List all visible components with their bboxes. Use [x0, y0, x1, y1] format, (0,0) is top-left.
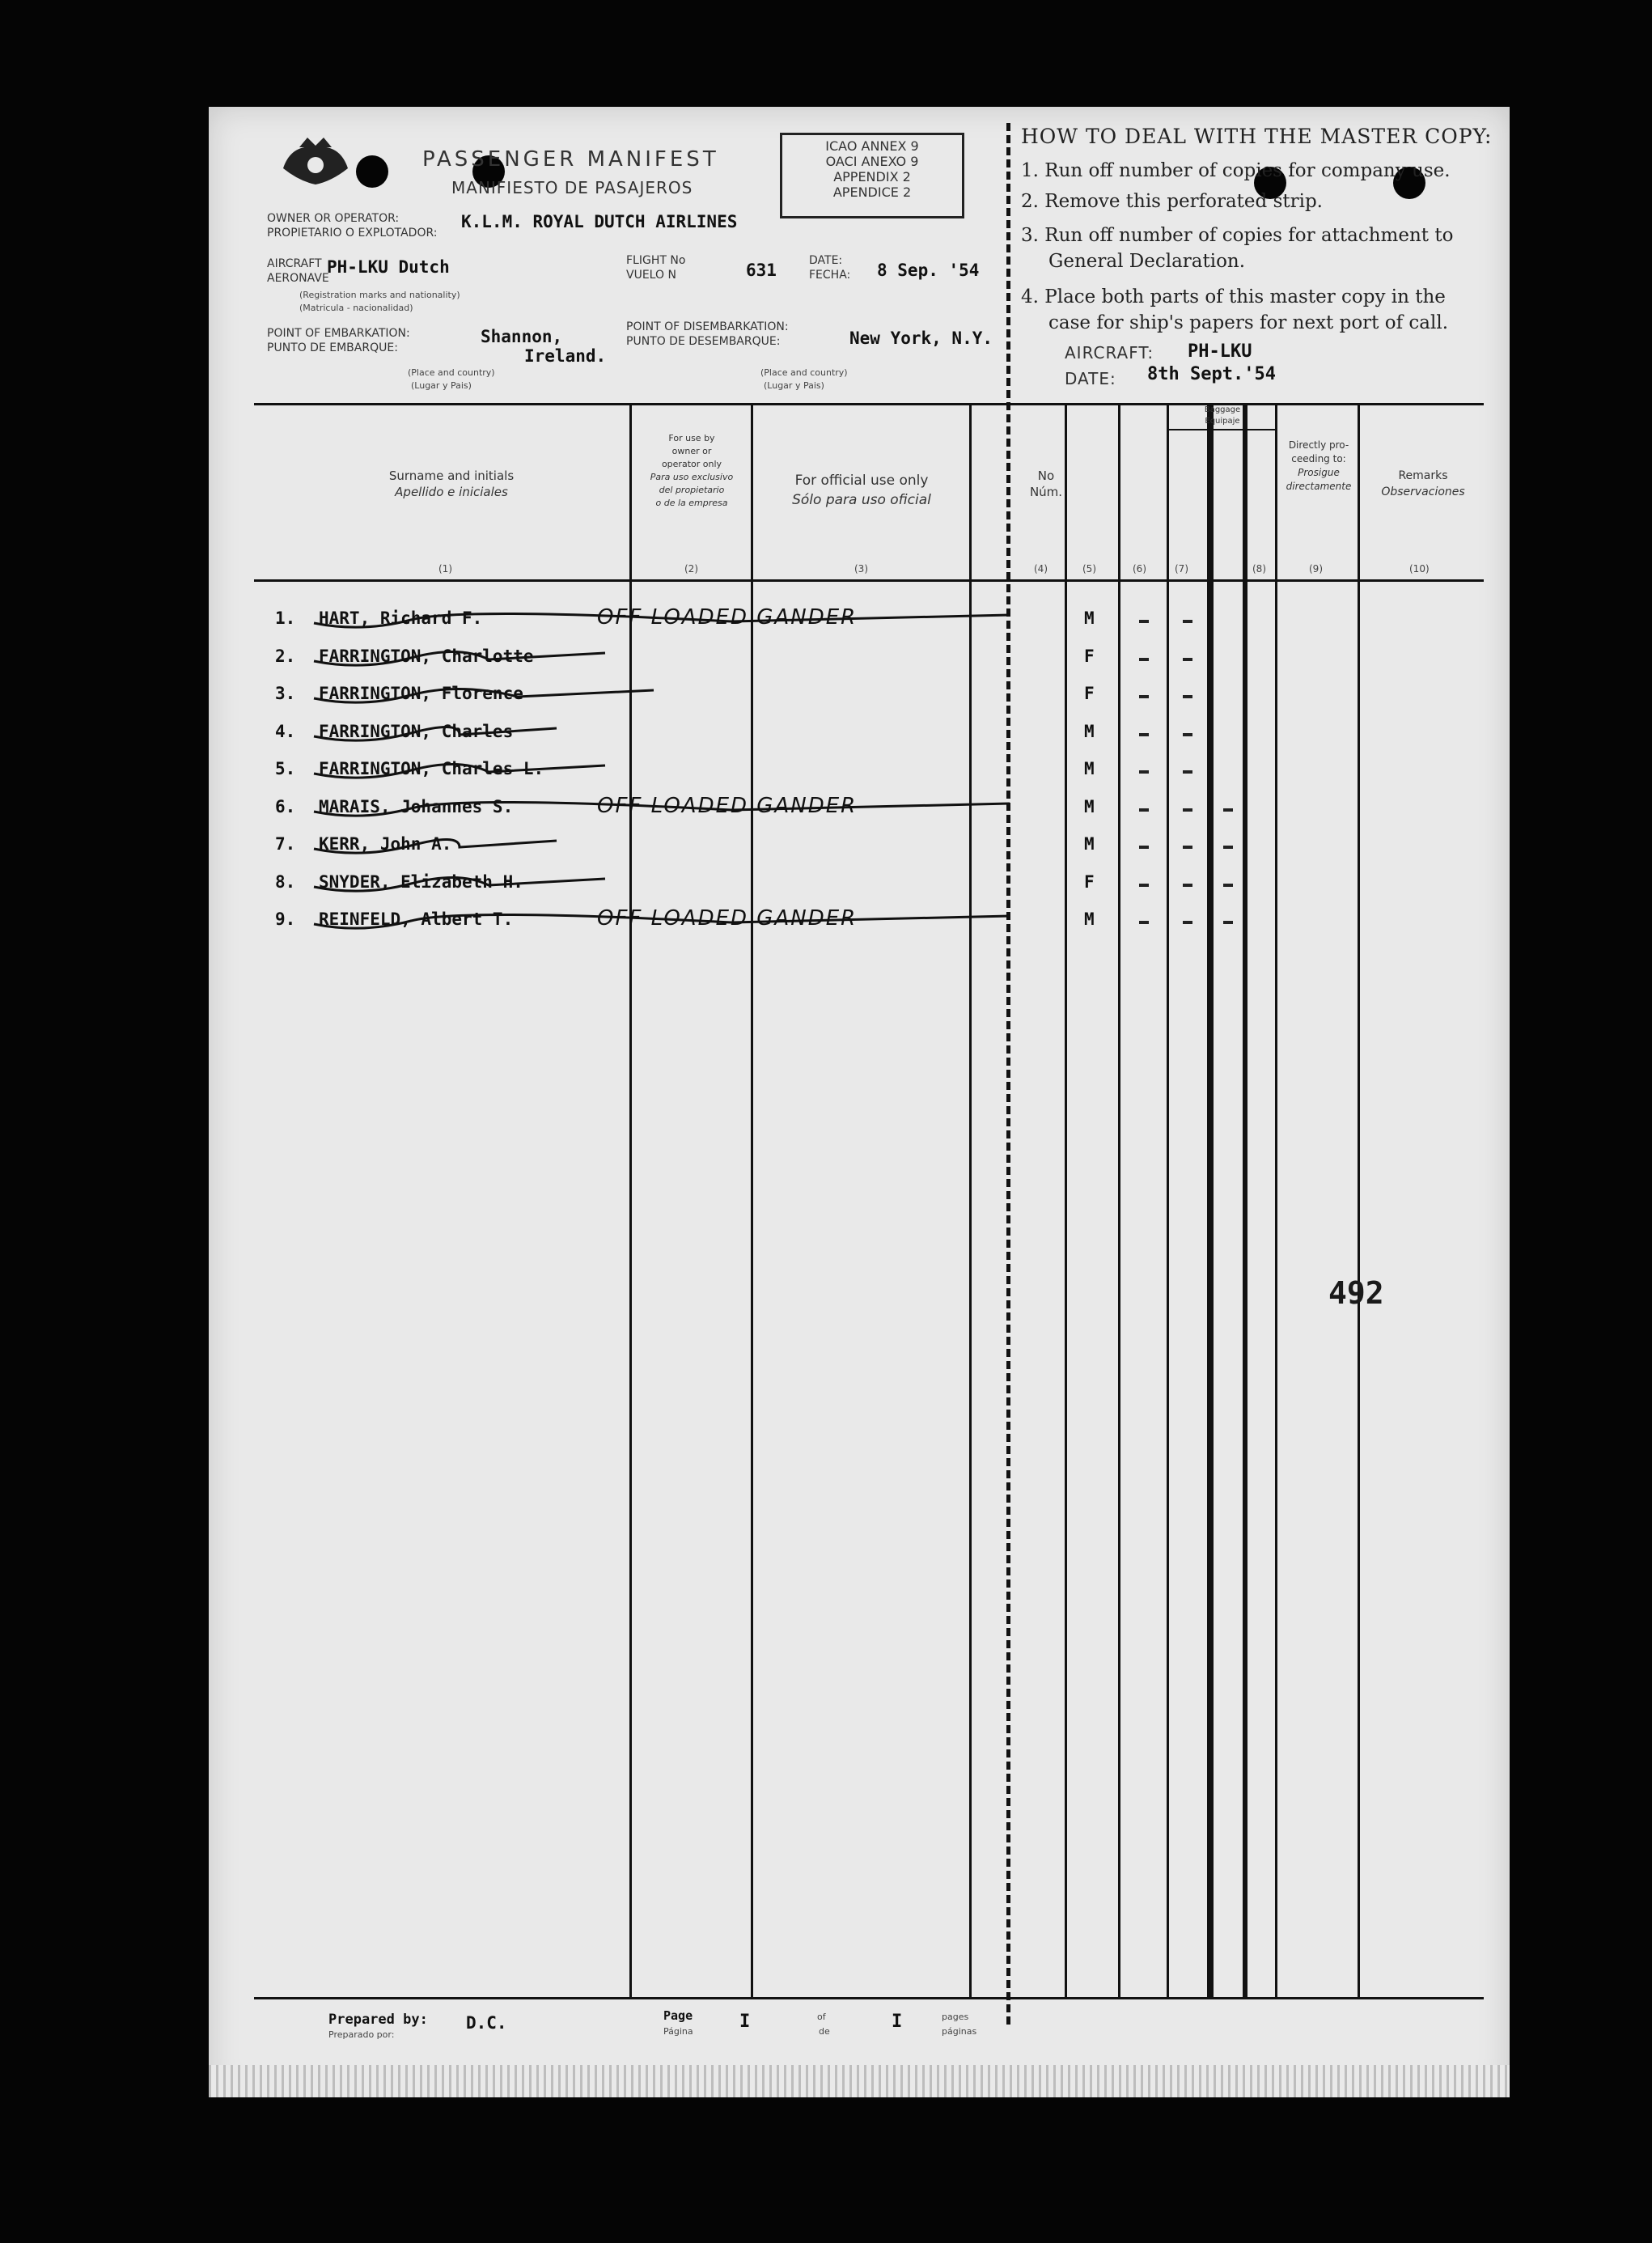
baggage-tick: [1183, 733, 1192, 736]
col-operator-line: del propietario: [659, 485, 725, 495]
flight-label-es: VUELO N: [626, 269, 676, 282]
passenger-sex: M: [1084, 759, 1095, 778]
torn-edge: [209, 2065, 1510, 2097]
instruction-item: 3. Run off number of copies for attachment to: [1021, 225, 1454, 246]
baggage-tick: [1223, 884, 1233, 887]
passenger-name: HART, Richard F.: [319, 608, 483, 628]
aircraft-value: PH-LKU Dutch: [327, 257, 450, 277]
embark-value-country: Ireland.: [524, 346, 607, 366]
passenger-sex: F: [1084, 684, 1095, 703]
aircraft-sub: (Registration marks and nationality): [299, 290, 460, 300]
passenger-name: FARRINGTON, Florence: [319, 684, 523, 703]
perforation-line: [1006, 123, 1010, 2025]
stamp-number: 492: [1328, 1275, 1384, 1311]
col-divider: [1118, 403, 1120, 1999]
passenger-name: FARRINGTON, Charles: [319, 722, 514, 741]
passenger-row: [209, 872, 1510, 905]
instructions-title: HOW TO DEAL WITH THE MASTER COPY:: [1021, 125, 1493, 148]
owner-label-es: PROPIETARIO O EXPLOTADOR:: [267, 227, 438, 240]
baggage-tick: [1183, 808, 1192, 812]
passenger-row: [209, 794, 1510, 829]
col-number: (9): [1309, 563, 1323, 575]
of-label: of: [817, 2012, 826, 2022]
table-bottom-rule: [254, 1997, 1484, 1999]
passenger-name: SNYDER, Elizabeth H.: [319, 872, 523, 892]
prepared-value: D.C.: [466, 2013, 507, 2033]
strike-line: [314, 869, 1042, 909]
passenger-sex: M: [1084, 909, 1095, 929]
col-remarks-label-es: Observaciones: [1381, 485, 1465, 498]
col-surname-label-es: Apellido e iniciales: [395, 485, 508, 499]
passenger-row: [209, 834, 1510, 867]
col-number: (4): [1034, 563, 1048, 575]
col-surname-label: Surname and initials: [388, 469, 515, 483]
strike-line: [314, 756, 1042, 796]
baggage-tick: [1139, 695, 1149, 698]
strike-line: [314, 643, 1042, 684]
baggage-tick: [1223, 846, 1233, 849]
col-number: (3): [854, 563, 868, 575]
col-number: (7): [1175, 563, 1188, 575]
manifest-title-es: MANIFIESTO DE PASAJEROS: [451, 178, 693, 197]
baggage-tick: [1139, 884, 1149, 887]
handwritten-note: OFF LOADED GANDER: [597, 906, 858, 931]
flight-label: FLIGHT No: [626, 254, 686, 267]
baggage-tick: [1139, 921, 1149, 924]
passenger-sex: M: [1084, 834, 1095, 854]
passenger-number: 1.: [275, 608, 296, 628]
strike-line: [314, 831, 1042, 871]
col-official-label-es: Sólo para uso oficial: [792, 492, 931, 508]
baggage-tick: [1183, 770, 1192, 774]
col-official-label: For official use only: [794, 473, 929, 489]
col-surname-header: [306, 468, 597, 500]
col-number: (6): [1133, 563, 1146, 575]
baggage-tick: [1183, 620, 1192, 623]
col-baggage-label-es: Equipaje: [1205, 417, 1240, 426]
disembark-label-es: PUNTO DE DESEMBARQUE:: [626, 335, 781, 348]
date-value: 8 Sep. '54: [877, 261, 980, 280]
col-divider: [1358, 403, 1360, 1999]
pages-label-es: páginas: [942, 2026, 977, 2037]
instr-date-value: 8th Sept.'54: [1147, 364, 1276, 384]
baggage-tick: [1183, 884, 1192, 887]
page-value: I: [739, 2012, 751, 2032]
col-divider: [1065, 403, 1067, 1999]
prepared-label: Prepared by:: [328, 2012, 428, 2028]
manifest-title: PASSENGER MANIFEST: [422, 147, 719, 172]
baggage-tick: [1183, 921, 1192, 924]
baggage-tick: [1139, 658, 1149, 661]
flight-value: 631: [746, 261, 777, 280]
embark-sub: (Place and country): [408, 367, 495, 378]
col-directly-line: Directly pro-: [1288, 439, 1349, 451]
col-divider: [1207, 403, 1214, 1999]
col-operator-line: owner or: [671, 446, 712, 456]
col-operator-line: For use by: [668, 433, 715, 443]
aircraft-label-es: AERONAVE: [267, 272, 329, 285]
manifest-sheet: [209, 107, 1510, 2097]
col-number: (5): [1082, 563, 1096, 575]
col-directly-line: directamente: [1286, 481, 1352, 492]
table-top-rule: [254, 403, 1484, 405]
icao-line: OACI ANEXO 9: [825, 154, 919, 169]
embark-sub-es: (Lugar y Pais): [411, 380, 472, 391]
col-remarks-header: [1362, 468, 1484, 500]
icao-line: ICAO ANNEX 9: [825, 138, 919, 154]
baggage-tick: [1183, 695, 1192, 698]
passenger-sex: M: [1084, 722, 1095, 741]
passenger-number: 9.: [275, 909, 296, 929]
baggage-tick: [1139, 620, 1149, 623]
prepared-label-es: Preparado por:: [328, 2029, 395, 2040]
table-header-rule: [254, 579, 1484, 582]
pages-value: I: [892, 2012, 903, 2032]
instruction-item: 1. Run off number of copies for company use.: [1021, 160, 1451, 181]
col-number: (2): [684, 563, 698, 575]
handwritten-note: OFF LOADED GANDER: [597, 605, 858, 630]
instr-aircraft-value: PH-LKU: [1188, 341, 1252, 362]
col-no-label-es: Núm.: [1029, 485, 1063, 499]
passenger-row: [209, 906, 1510, 942]
passenger-sex: M: [1084, 608, 1095, 628]
col-divider: [1243, 403, 1247, 1999]
baggage-tick: [1139, 808, 1149, 812]
col-divider: [1275, 403, 1277, 1999]
instr-aircraft-label: AIRCRAFT:: [1065, 343, 1154, 363]
passenger-number: 5.: [275, 759, 296, 778]
disembark-label: POINT OF DISEMBARKATION:: [626, 320, 789, 333]
aircraft-label: AIRCRAFT: [267, 257, 322, 270]
of-label-es: de: [819, 2026, 830, 2037]
owner-label: OWNER OR OPERATOR:: [267, 212, 400, 225]
col-operator-line: Para uso exclusivo: [650, 472, 734, 482]
passenger-name: FARRINGTON, Charlotte: [319, 647, 534, 666]
passenger-row: [209, 605, 1510, 641]
baggage-tick: [1183, 658, 1192, 661]
date-label: DATE:: [809, 254, 843, 267]
embark-label-es: PUNTO DE EMBARQUE:: [267, 341, 398, 354]
strike-line: [314, 681, 1042, 721]
col-no-header: [1026, 468, 1066, 500]
strike-line: [314, 719, 1042, 759]
handwritten-note: OFF LOADED GANDER: [597, 794, 858, 818]
col-directly-header: [1280, 439, 1358, 494]
page-label-es: Página: [663, 2026, 693, 2037]
col-official-header: [754, 471, 969, 510]
baggage-tick: [1139, 770, 1149, 774]
embark-value: Shannon,: [481, 327, 563, 346]
col-directly-line: Prosigue: [1298, 467, 1340, 478]
baggage-rule: [1167, 429, 1277, 430]
passenger-number: 4.: [275, 722, 296, 741]
passenger-sex: F: [1084, 872, 1095, 892]
col-operator-header: [633, 432, 751, 510]
page-label: Page: [663, 2008, 693, 2023]
passenger-name: FARRINGTON, Charles L.: [319, 759, 544, 778]
passenger-number: 2.: [275, 647, 296, 666]
instruction-item: 2. Remove this perforated strip.: [1021, 191, 1323, 212]
col-number: (1): [438, 563, 452, 575]
pages-label: pages: [942, 2012, 969, 2022]
col-baggage-label: Baggage: [1204, 405, 1241, 414]
col-baggage-header: [1170, 405, 1275, 427]
disembark-sub: (Place and country): [760, 367, 848, 378]
passenger-number: 6.: [275, 797, 296, 816]
col-no-label: No: [1037, 469, 1055, 483]
passenger-row: [209, 722, 1510, 754]
instruction-item: 4. Place both parts of this master copy in the: [1021, 286, 1446, 307]
klm-crown-logo-icon: [275, 136, 356, 189]
col-number: (10): [1409, 563, 1430, 575]
col-divider: [1167, 403, 1169, 1999]
instruction-item: case for ship's papers for next port of call.: [1048, 312, 1449, 333]
baggage-tick: [1183, 846, 1192, 849]
instr-date-label: DATE:: [1065, 369, 1116, 388]
baggage-tick: [1139, 846, 1149, 849]
icao-box: [780, 133, 964, 218]
punch-hole: [356, 155, 388, 188]
aircraft-sub-es: (Matricula - nacionalidad): [299, 303, 413, 313]
disembark-value: New York, N.Y.: [849, 329, 993, 348]
passenger-name: KERR, John A.: [319, 834, 452, 854]
passenger-number: 3.: [275, 684, 296, 703]
date-label-es: FECHA:: [809, 269, 851, 282]
passenger-sex: F: [1084, 647, 1095, 666]
passenger-row: [209, 647, 1510, 679]
col-operator-line: o de la empresa: [655, 498, 728, 508]
passenger-number: 7.: [275, 834, 296, 854]
embark-label: POINT OF EMBARKATION:: [267, 327, 410, 340]
col-remarks-label: Remarks: [1398, 469, 1448, 482]
baggage-tick: [1223, 921, 1233, 924]
passenger-sex: M: [1084, 797, 1095, 816]
passenger-number: 8.: [275, 872, 296, 892]
col-operator-line: operator only: [661, 459, 722, 469]
passenger-row: [209, 684, 1510, 716]
col-directly-line: ceeding to:: [1291, 453, 1346, 464]
disembark-sub-es: (Lugar y Pais): [764, 380, 824, 391]
icao-line: APPENDIX 2: [833, 169, 911, 184]
owner-value: K.L.M. ROYAL DUTCH AIRLINES: [461, 212, 738, 231]
passenger-row: [209, 759, 1510, 791]
passenger-name: MARAIS, Johannes S.: [319, 797, 514, 816]
baggage-tick: [1139, 733, 1149, 736]
passenger-name: REINFELD, Albert T.: [319, 909, 514, 929]
instruction-item: General Declaration.: [1048, 251, 1246, 272]
icao-line: APENDICE 2: [832, 184, 912, 200]
baggage-tick: [1223, 808, 1233, 812]
col-number: (8): [1252, 563, 1266, 575]
